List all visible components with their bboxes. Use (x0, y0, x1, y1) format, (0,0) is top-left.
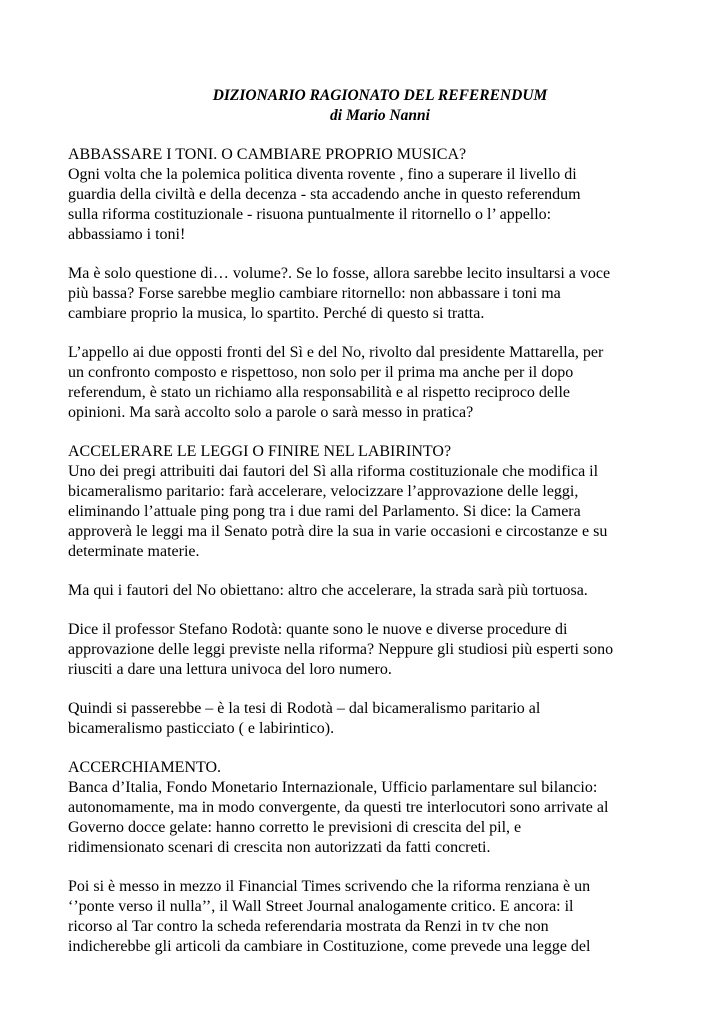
text-line: bicameralismo pasticciato ( e labirintico). (68, 720, 335, 737)
paragraph (68, 581, 668, 601)
text-line: opinioni. Ma sarà accolto solo a parole o sarà messo in pratica? (68, 404, 474, 421)
paragraph (68, 264, 668, 324)
text-line: approverà le leggi ma il Senato potrà dire la sua in varie occasioni e circostanze e su (68, 523, 608, 540)
document-page (68, 86, 668, 957)
paragraph (68, 758, 668, 858)
text-line: cambiare proprio la musica, lo spartito. Perché di questo si tratta. (68, 305, 485, 322)
text-line: bicameralismo paritario: farà accelerare, velocizzare l’approvazione delle leggi, (68, 483, 579, 500)
text-line: Ogni volta che la polemica politica diventa rovente , fino a superare il livello di (68, 166, 577, 183)
paragraph-gap (68, 601, 668, 620)
text-line: eliminando l’attuale ping pong tra i due rami del Parlamento. Si dice: la Camera (68, 503, 581, 520)
paragraph-gap (68, 858, 668, 877)
text-line: riusciti a dare una lettura univoca del loro numero. (68, 661, 392, 678)
text-line: determinate materie. (68, 543, 200, 560)
text-line: Dice il professor Stefano Rodotà: quante sono le nuove e diverse procedure di (68, 621, 568, 638)
text-line: approvazione delle leggi previste nella riforma? Neppure gli studiosi più esperti sono (68, 641, 614, 658)
text-line: un confronto composto e rispettoso, non solo per il prima ma anche per il dopo (68, 364, 574, 381)
document-body (68, 145, 668, 957)
text-line: Uno dei pregi attribuiti dai fautori del Sì alla riforma costituzionale che modifica il (68, 463, 599, 480)
text-line: ABBASSARE I TONI. O CAMBIARE PROPRIO MUSICA? (68, 146, 467, 163)
paragraph (68, 620, 668, 680)
paragraph-gap (68, 562, 668, 581)
paragraph (68, 343, 668, 423)
spacer (68, 126, 668, 145)
text-line: abbassiamo i toni! (68, 226, 186, 243)
paragraph (68, 145, 668, 245)
text-line: referendum, è stato un richiamo alla responsabilità e al rispetto reciproco delle (68, 384, 571, 401)
text-line: sulla riforma costituzionale - risuona puntualmente il ritornello o l’ appello: (68, 206, 552, 223)
paragraph-gap (68, 739, 668, 758)
text-line: Ma è solo questione di… volume?. Se lo fosse, allora sarebbe lecito insultarsi a voce (68, 265, 611, 282)
document-author: di Mario Nanni (330, 107, 430, 124)
paragraph (68, 442, 668, 562)
text-line: Governo docce gelate: hanno corretto le previsioni di crescita del pil, e (68, 819, 522, 836)
text-line: autonomamente, ma in modo convergente, da questi tre interlocutori sono arrivate al (68, 799, 609, 816)
text-line: Quindi si passerebbe – è la tesi di Rodotà – dal bicameralismo paritario al (68, 700, 541, 717)
document-title: DIZIONARIO RAGIONATO DEL REFERENDUM (212, 87, 548, 104)
paragraph-gap (68, 324, 668, 343)
paragraph-gap (68, 423, 668, 442)
text-line: ricorso al Tar contro la scheda referendaria mostrata da Renzi in tv che non (68, 918, 549, 935)
text-line: più bassa? Forse sarebbe meglio cambiare ritornello: non abbassare i toni ma (68, 285, 561, 302)
text-line: indicherebbe gli articoli da cambiare in Costituzione, come prevede una legge del (68, 938, 591, 955)
text-line: ‘’ponte verso il nulla’’, il Wall Street Journal analogamente critico. E ancora: il (68, 898, 574, 915)
text-line: guardia della civiltà e della decenza - sta accadendo anche in questo referendum (68, 186, 581, 203)
text-line: Ma qui i fautori del No obiettano: altro che accelerare, la strada sarà più tortuosa. (68, 582, 588, 599)
text-line: L’appello ai due opposti fronti del Sì e del No, rivolto dal presidente Mattarella, per (68, 344, 604, 361)
text-line: Banca d’Italia, Fondo Monetario Internazionale, Ufficio parlamentare sul bilancio: (68, 779, 598, 796)
text-line: ridimensionato scenari di crescita non autorizzati da fatti concreti. (68, 839, 491, 856)
paragraph-gap (68, 245, 668, 264)
paragraph (68, 877, 668, 957)
text-line: ACCELERARE LE LEGGI O FINIRE NEL LABIRINTO? (68, 443, 452, 460)
paragraph-gap (68, 680, 668, 699)
paragraph (68, 699, 668, 739)
text-line: ACCERCHIAMENTO. (68, 759, 222, 776)
text-line: Poi si è messo in mezzo il Financial Times scrivendo che la riforma renziana è un (68, 878, 591, 895)
